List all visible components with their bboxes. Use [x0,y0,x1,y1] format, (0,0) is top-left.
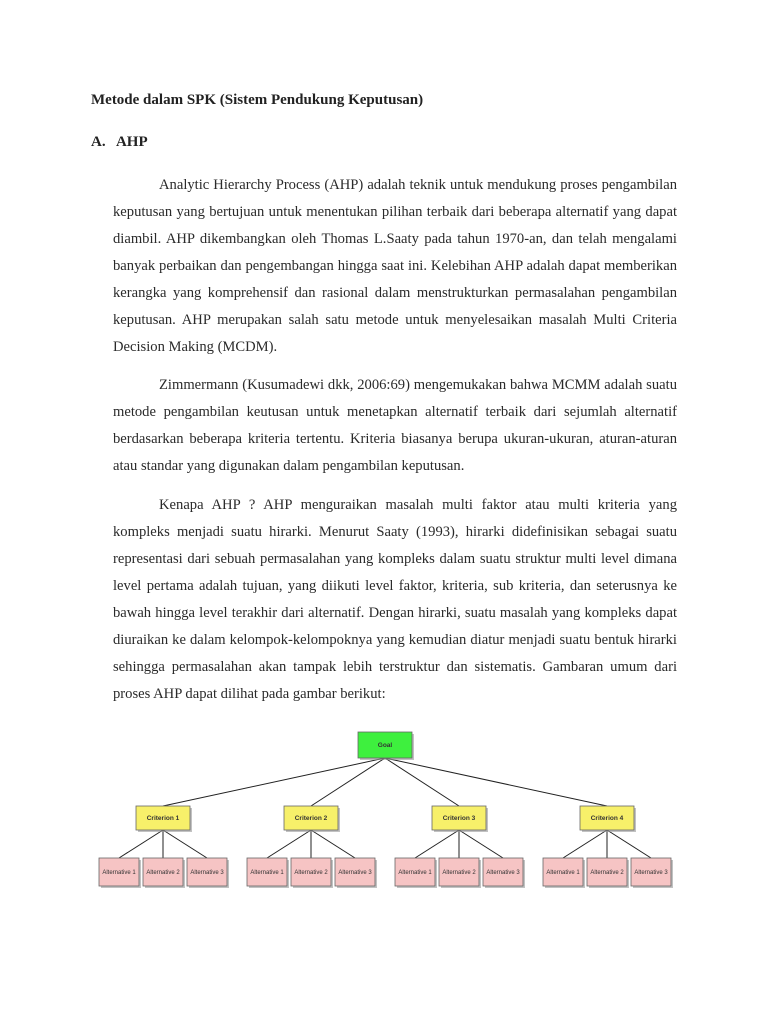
goal-node-label: Goal [377,742,393,750]
criterion-to-alternative-line [607,830,651,858]
criterion-to-alternative-line [163,830,207,858]
goal-to-criterion-line [385,758,459,806]
criterion-node-label: Criterion 1 [146,815,180,823]
alternative-node-label: Alternative 1 [546,870,580,877]
alternative-node-label: Alternative 1 [398,870,432,877]
paragraph-zimmermann: Zimmermann (Kusumadewi dkk, 2006:69) mengemukakan bahwa MCMM adalah suatu metode pengambilan keutusan untuk menetapkan alternatif terbaik dari sejumlah alternatif berdasarkan beberapa kriteria tertentu. Kriteria biasanya berupa ukuran-ukuran, aturan-aturan atau standar yang digunakan dalam pengambilan keputusan. [113,377,677,474]
alternative-node-label: Alternative 1 [102,870,136,877]
criterion-node-label: Criterion 2 [294,815,328,823]
document-title: Metode dalam SPK (Sistem Pendukung Keputusan) [91,92,424,108]
criterion-to-alternative-line [563,830,607,858]
alternative-node-label: Alternative 2 [294,870,328,877]
alternative-node-label: Alternative 2 [442,870,476,877]
criterion-to-alternative-line [267,830,311,858]
alternative-node-label: Alternative 2 [590,870,624,877]
goal-to-criterion-line [311,758,385,806]
alternative-node-label: Alternative 3 [486,870,520,877]
criterion-to-alternative-line [311,830,355,858]
section-number: A. [91,134,106,150]
section-heading [91,134,148,151]
hierarchy-svg [90,728,680,898]
ahp-hierarchy-diagram [90,728,680,898]
criterion-to-alternative-line [415,830,459,858]
goal-to-criterion-line [163,758,385,806]
criterion-to-alternative-line [119,830,163,858]
paragraph-ahp-intro: Analytic Hierarchy Process (AHP) adalah teknik untuk mendukung proses pengambilan keputusan yang bertujuan untuk menentukan pilihan terbaik dari beberapa alternatif yang dapat diambil. AHP dikembangkan oleh Thomas L.Saaty pada tahun 1970-an, dan telah mengalami banyak perbaikan dan pengembangan hingga saat ini. Kelebihan AHP adalah dapat memberikan kerangka yang komprehensif dan rasional dalam menstrukturkan permasalahan pengambilan keputusan. AHP merupakan salah satu metode untuk menyelesaikan masalah Multi Criteria Decision Making (MCDM). [113,177,677,355]
criterion-node-label: Criterion 4 [590,815,624,823]
alternative-node-label: Alternative 3 [338,870,372,877]
alternative-node-label: Alternative 3 [190,870,224,877]
alternative-node-label: Alternative 2 [146,870,180,877]
criterion-node-label: Criterion 3 [442,815,476,823]
paragraph-kenapa-ahp: Kenapa AHP ? AHP menguraikan masalah multi faktor atau multi kriteria yang kompleks menjadi suatu hirarki. Menurut Saaty (1993), hirarki didefinisikan sebagai suatu representasi dari sebuah permasalahan yang kompleks dalam suatu struktur multi level dimana level pertama adalah tujuan, yang diikuti level faktor, kriteria, sub kriteria, dan seterusnya ke bawah hingga level terakhir dari alternatif. Dengan hirarki, suatu masalah yang kompleks dapat diuraikan ke dalam kelompok-kelompoknya yang kemudian diatur menjadi suatu bentuk hirarki sehingga permasalahan akan tampak lebih terstruktur dan sistematis. Gambaran umum dari proses AHP dapat dilihat pada gambar berikut: [113,497,677,702]
section-title: AHP [115,134,148,150]
goal-to-criterion-line [385,758,607,806]
alternative-node-label: Alternative 1 [250,870,284,877]
alternative-node-label: Alternative 3 [634,870,668,877]
criterion-to-alternative-line [459,830,503,858]
